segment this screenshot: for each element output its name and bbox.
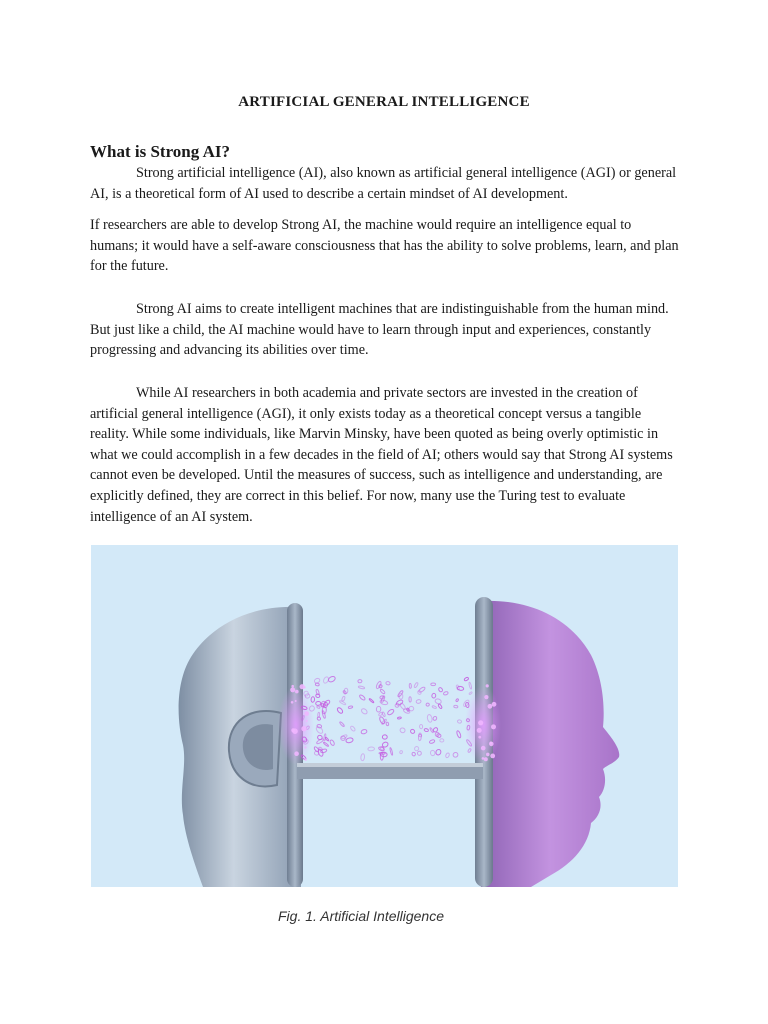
cavity-spark bbox=[488, 704, 493, 709]
cavity-spark bbox=[486, 684, 489, 687]
figure-caption: Fig. 1. Artificial Intelligence bbox=[278, 908, 444, 924]
cavity-spark bbox=[490, 754, 495, 759]
paragraph-3-text: Strong AI aims to create intelligent machines that are indistinguishable from the human mind. But just like a child, the AI machine would have to learn through input and experiences, constantly progressing and advancing its abilities over time. bbox=[90, 301, 669, 359]
paragraph-1 bbox=[90, 163, 680, 204]
figure-image bbox=[91, 545, 678, 887]
cavity-spark bbox=[486, 753, 490, 757]
cavity-spark bbox=[306, 720, 308, 722]
cavity-spark bbox=[478, 736, 481, 739]
cavity-spark bbox=[492, 702, 497, 707]
paragraph-1-text: Strong artificial intelligence (AI), also known as artificial general intelligence (AGI) or general AI, is a theoretical form of AI used to describe a certain mindset of AI development. bbox=[90, 165, 677, 202]
paragraph-2: If researchers are able to develop Strong AI, the machine would require an intelligence equal to humans; it would have a self-aware consciousness that has the ability to solve problems, learn, and plan for the future. bbox=[90, 217, 679, 275]
cavity-spark bbox=[478, 720, 483, 725]
section-heading: What is Strong AI? bbox=[90, 142, 230, 161]
cavity-spark bbox=[304, 746, 306, 748]
cavity-spark bbox=[484, 757, 488, 761]
document-title: ARTIFICIAL GENERAL INTELLIGENCE bbox=[238, 94, 530, 110]
paragraph-4 bbox=[90, 383, 680, 527]
paragraph-4-text: While AI researchers in both academia and private sectors are invested in the creation of artificial general intelligence (AGI), it only exists today as a theoretical concept versus a tangible reality. While some individuals, like Marvin Minsky, have been quoted as being overly optimistic in what we could accomplish in a few decades in the field of AI; others would say that Strong AI systems cannot even be developed. Until the measures of success, such as intelligence and understanding, are explicitly defined, they are correct in this belief. For now, many use the Turing test to evaluate intelligence of an AI system. bbox=[90, 385, 673, 525]
cavity-spark bbox=[304, 711, 309, 716]
cavity-spark bbox=[482, 757, 485, 760]
right-cavity-glow bbox=[465, 685, 501, 765]
cavity-spark bbox=[304, 686, 306, 688]
cavity-spark bbox=[294, 751, 299, 756]
cavity-spark bbox=[291, 728, 295, 732]
cavity-spark bbox=[484, 695, 488, 699]
cavity-spark bbox=[305, 759, 307, 761]
cavity-spark bbox=[490, 742, 493, 745]
paragraph-3 bbox=[90, 299, 680, 361]
cavity-spark bbox=[291, 685, 294, 688]
cavity-spark bbox=[301, 726, 306, 731]
cavity-spark bbox=[491, 724, 496, 729]
cavity-spark bbox=[477, 728, 482, 733]
cavity-spark bbox=[290, 687, 295, 692]
bridge-highlight bbox=[297, 763, 483, 767]
cavity-spark bbox=[291, 701, 294, 704]
cavity-spark bbox=[481, 746, 486, 751]
two-heads-illustration bbox=[91, 545, 678, 887]
cavity-spark bbox=[295, 690, 299, 694]
cavity-spark bbox=[295, 700, 297, 702]
